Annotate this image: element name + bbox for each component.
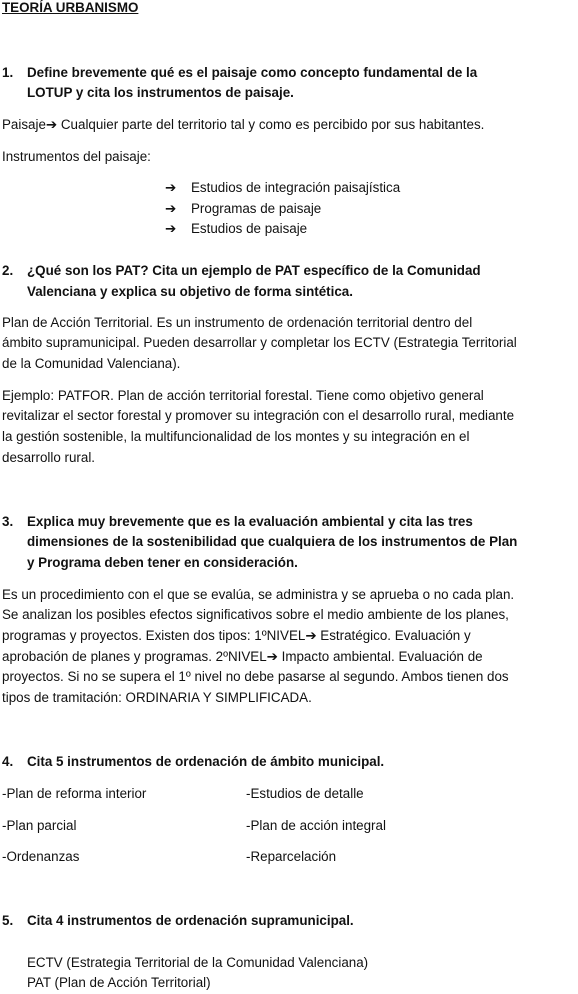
q1-question-line-2: LOTUP y cita los instrumentos de paisaje. (27, 85, 294, 100)
q2-answer-line: Plan de Acción Territorial. Es un instrumento de ordenación territorial dentro del (2, 315, 473, 330)
q4-list-item: -Reparcelación (246, 849, 337, 864)
q5-question-line: Cita 4 instrumentos de ordenación supramunicipal. (27, 913, 354, 928)
q5-list-item: PAT (Plan de Acción Territorial) (27, 975, 211, 990)
arrow-bullet-icon: ➔ (165, 180, 177, 195)
q1-list-item-text: Programas de paisaje (191, 201, 322, 216)
q4-list-item: -Plan de reforma interior (2, 786, 147, 801)
q2-question-line-1: ¿Qué son los PAT? Cita un ejemplo de PAT específico de la Comunidad (27, 263, 481, 278)
q1-question-line-1: Define brevemente qué es el paisaje como concepto fundamental de la (27, 65, 478, 80)
q3-number: 3. (2, 514, 14, 529)
q3-answer-line: programas y proyectos. Existen dos tipos: 1ºNIVEL➔ Estratégico. Evaluación y (2, 628, 471, 643)
q1-instruments-label: Instrumentos del paisaje: (2, 149, 151, 164)
q1-number: 1. (2, 65, 14, 80)
q3-answer-line: proyectos. Si no se supera el 1º nivel no debe pasarse al segundo. Ambos tienen dos (2, 669, 509, 684)
q2-answer-line: ámbito supramunicipal. Pueden desarrollar y completar los ECTV (Estrategia Territorial (2, 335, 517, 350)
q2-example-line: desarrollo rural. (2, 450, 96, 465)
arrow-bullet-icon: ➔ (165, 221, 177, 236)
q1-list-item (165, 199, 321, 220)
q1-definition (2, 115, 484, 136)
q3-answer-line: Se analizan los posibles efectos significativos sobre el medio ambiente de los planes, (2, 607, 509, 622)
q5-list-item: ECTV (Estrategia Territorial de la Comunidad Valenciana) (27, 955, 369, 970)
q3-question-line: Explica muy brevemente que es la evaluación ambiental y cita las tres (27, 514, 473, 529)
q2-example-line: Ejemplo: PATFOR. Plan de acción territorial forestal. Tiene como objetivo general (2, 388, 484, 403)
q1-definition-text: Cualquier parte del territorio tal y como es percibido por sus habitantes. (57, 117, 485, 132)
q2-example-line: la gestión sostenible, la multifuncionalidad de los montes y su integración en el (2, 429, 470, 444)
q2-answer-line: de la Comunidad Valenciana). (2, 356, 181, 371)
q3-question-line: dimensiones de la sostenibilidad que cualquiera de los instrumentos de Plan (27, 534, 518, 549)
q4-list-item: -Ordenanzas (2, 849, 80, 864)
q1-list-item-text: Estudios de integración paisajística (191, 180, 401, 195)
q4-number: 4. (2, 754, 14, 769)
q4-list-item: -Plan de acción integral (246, 818, 386, 833)
q2-question-line-2: Valenciana y explica su objetivo de forma sintética. (27, 284, 353, 299)
q4-question-line: Cita 5 instrumentos de ordenación de ámbito municipal. (27, 754, 385, 769)
q4-list-item: -Plan parcial (2, 818, 77, 833)
q1-definition-label: Paisaje (2, 117, 46, 132)
q5-number: 5. (2, 913, 14, 928)
q1-list-item-text: Estudios de paisaje (191, 221, 308, 236)
q3-answer-line: Es un procedimiento con el que se evalúa, se administra y se aprueba o no cada plan. (2, 587, 515, 602)
q2-number: 2. (2, 263, 14, 278)
q1-list-item (165, 219, 307, 240)
arrow-bullet-icon: ➔ (165, 201, 177, 216)
q3-question-line: y Programa deben tener en consideración. (27, 555, 298, 570)
q2-example-line: revitalizar el sector forestal y promover su integración con el desarrollo rural, mediante (2, 408, 515, 423)
q4-list-item: -Estudios de detalle (246, 786, 364, 801)
q1-list-item (165, 178, 400, 199)
q3-answer-line: aprobación de planes y programas. 2ºNIVEL➔ Impacto ambiental. Evaluación de (2, 649, 483, 664)
q3-answer-line: tipos de tramitación: ORDINARIA Y SIMPLIFICADA. (2, 690, 312, 705)
arrow-icon: ➔ (45, 117, 58, 132)
document-title: TEORÍA URBANISMO (2, 0, 139, 15)
